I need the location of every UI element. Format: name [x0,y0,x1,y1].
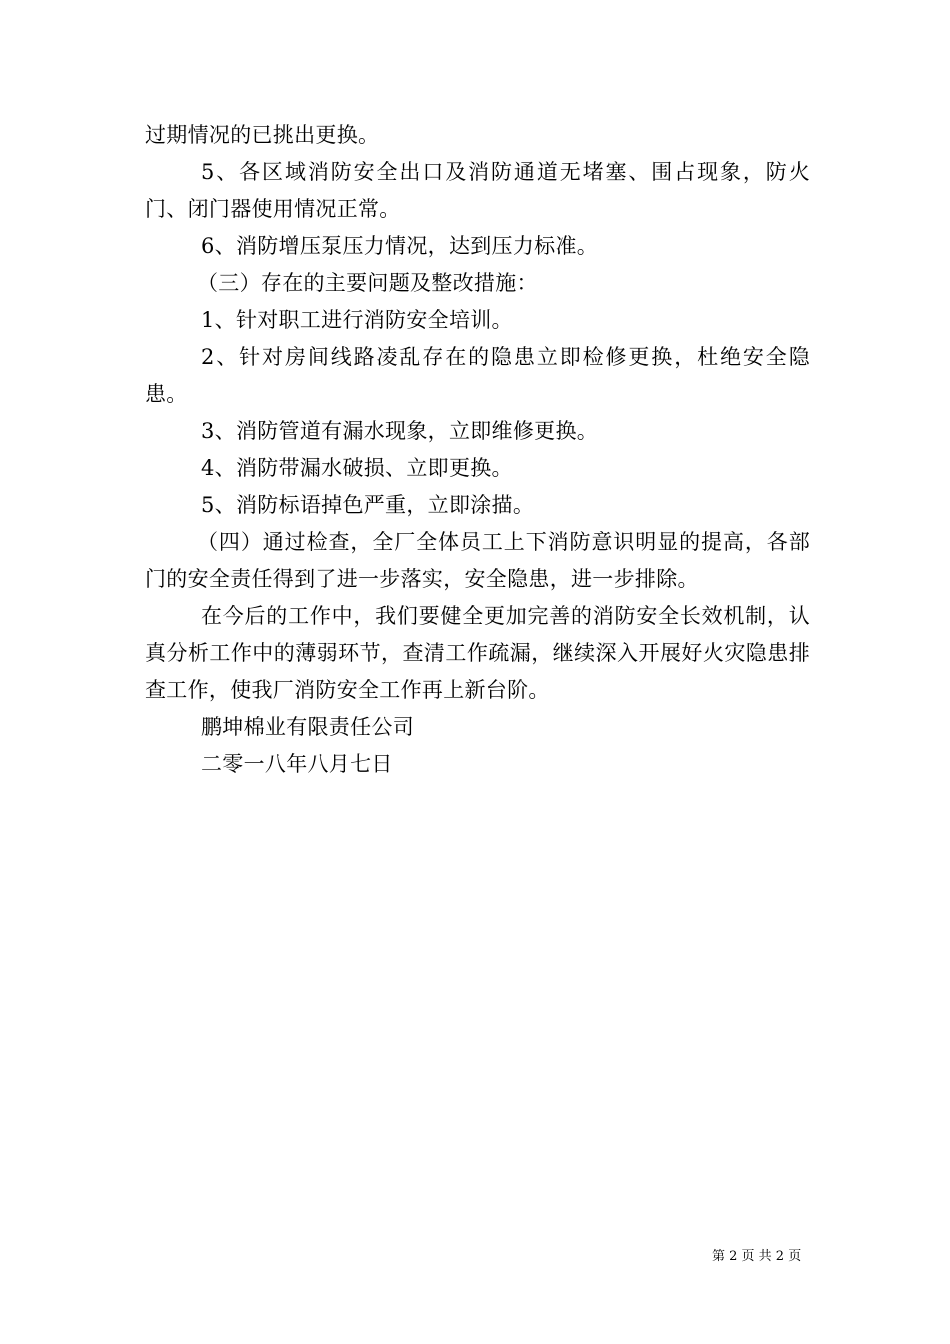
paragraph-measure-5: 5、消防标语掉色严重，立即涂描。 [201,493,535,517]
paragraph-measure-2: 2、针对房间线路凌乱存在的隐患立即检修更换，杜绝安全隐患。 [145,345,810,406]
page-number-footer: 第 2 页 共 2 页 [712,1249,802,1264]
paragraph-item-5-exits: 5、各区域消防安全出口及消防通道无堵塞、围占现象，防火门、闭门器使用情况正常。 [145,160,810,221]
document-body [145,117,810,783]
signature-company: 鹏坤棉业有限责任公司 [201,715,414,739]
paragraph-continuation: 过期情况的已挑出更换。 [145,123,380,147]
paragraph-measure-1: 1、针对职工进行消防安全培训。 [201,308,513,332]
paragraph-conclusion: 在今后的工作中，我们要健全更加完善的消防安全长效机制，认真分析工作中的薄弱环节，查清工作疏漏，继续深入开展好火灾隐患排查工作，使我厂消防安全工作再上新台阶。 [145,604,810,702]
section-heading-results: （四）通过检查，全厂全体员工上下消防意识明显的提高，各部门的安全责任得到了进一步落实，安全隐患，进一步排除。 [145,530,810,591]
paragraph-measure-4: 4、消防带漏水破损、立即更换。 [201,456,513,480]
paragraph-measure-3: 3、消防管道有漏水现象，立即维修更换。 [201,419,599,443]
paragraph-item-6-pump: 6、消防增压泵压力情况，达到压力标准。 [201,234,599,258]
section-heading-problems: （三）存在的主要问题及整改措施： [197,271,538,295]
signature-date: 二零一八年八月七日 [201,752,393,776]
